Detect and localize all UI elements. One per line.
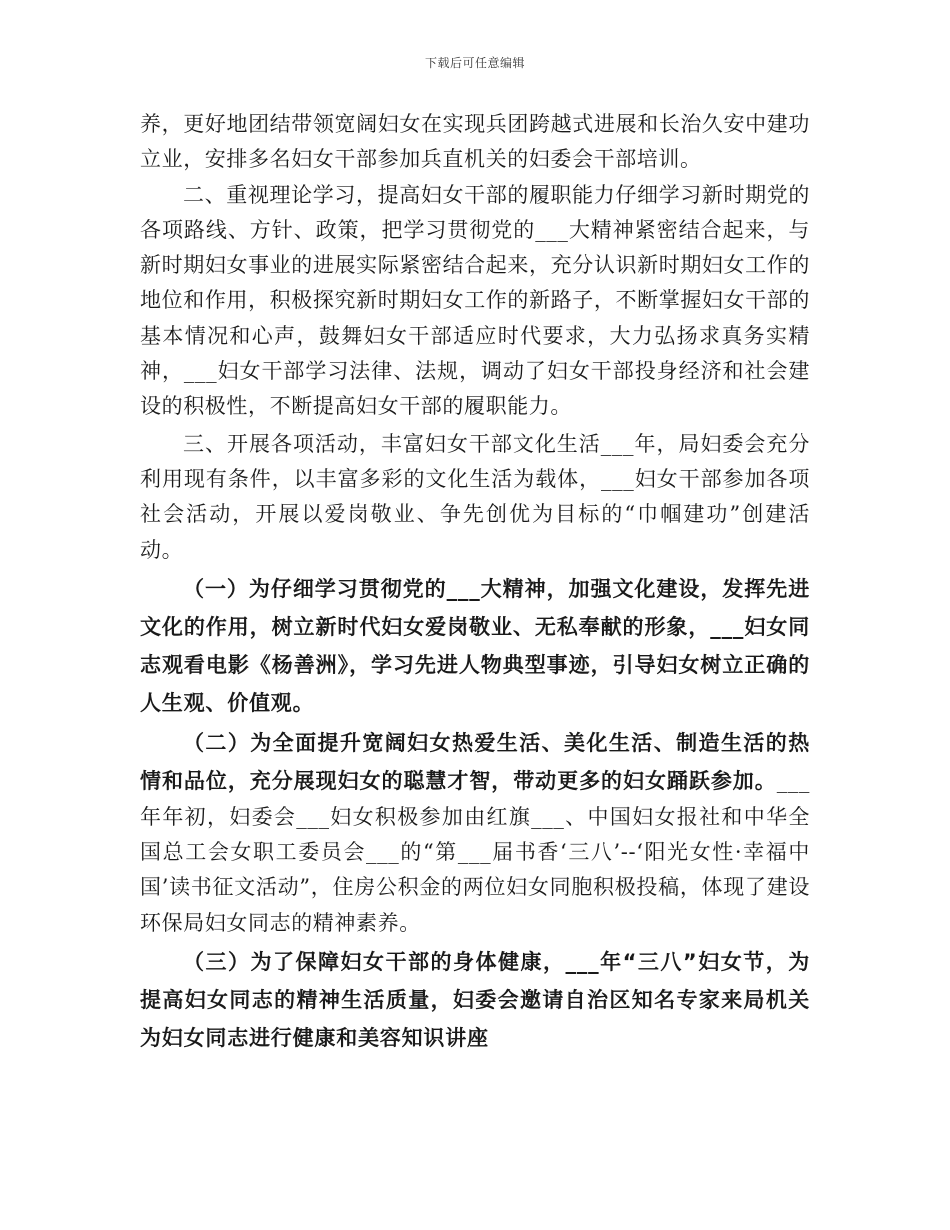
paragraph-item-one: （一）为仔细学习贯彻党的___大精神，加强文化建设，发挥先进文化的作用，树立新时代妇女爱岗敬业、无私奉献的形象，___妇女同志观看电影《杨善洲》，学习先进人物典型事迹，引导妇女树立正确的人生观、价值观。	[140, 576, 810, 715]
paragraph-item-two-body: ___年年初，妇委会___妇女积极参加由红旗___、中国妇女报社和中华全国总工会女职工委员会___的“第___届书香‘三八’--‘阳光女性·幸福中国’读书征文活动”，住房公积金的两位妇女同胞积极投稿，体现了建设环保局妇女同志的精神素养。	[140, 768, 810, 935]
paragraph-item-two	[140, 724, 810, 941]
paragraph-section-three: 三、开展各项活动，丰富妇女干部文化生活___年，局妇委会充分利用现有条件，以丰富多彩的文化生活为载体，___妇女干部参加各项社会活动，开展以爱岗敬业、争先创优为目标的“巾帼建功”创建活动。	[140, 431, 810, 562]
paragraph-continuation: 养，更好地团结带领宽阔妇女在实现兵团跨越式进展和长治久安中建功立业，安排多名妇女干部参加兵直机关的妇委会干部培训。	[140, 112, 810, 172]
document-body	[140, 107, 810, 1057]
page-header-note: 下载后可任意编辑	[424, 56, 525, 70]
paragraph-item-three: （三）为了保障妇女干部的身体健康，___年“三八”妇女节，为提高妇女同志的精神生活质量，妇委会邀请自治区知名专家来局机关为妇女同志进行健康和美容知识讲座	[140, 950, 810, 1051]
paragraph-item-two-heading: （二）为全面提升宽阔妇女热爱生活、美化生活、制造生活的热情和品位，充分展现妇女的聪慧才智，带动更多的妇女踊跃参加。	[140, 730, 810, 793]
paragraph-section-two: 二、重视理论学习，提高妇女干部的履职能力仔细学习新时期党的各项路线、方针、政策，把学习贯彻党的___大精神紧密结合起来，与新时期妇女事业的进展实际紧密结合起来，充分认识新时期妇女工作的地位和作用，积极探究新时期妇女工作的新路子，不断掌握妇女干部的基本情况和心声，鼓舞妇女干部适应时代要求，大力弘扬求真务实精神，___妇女干部学习法律、法规，调动了妇女干部投身经济和社会建设的积极性，不断提高妇女干部的履职能力。	[140, 182, 810, 419]
